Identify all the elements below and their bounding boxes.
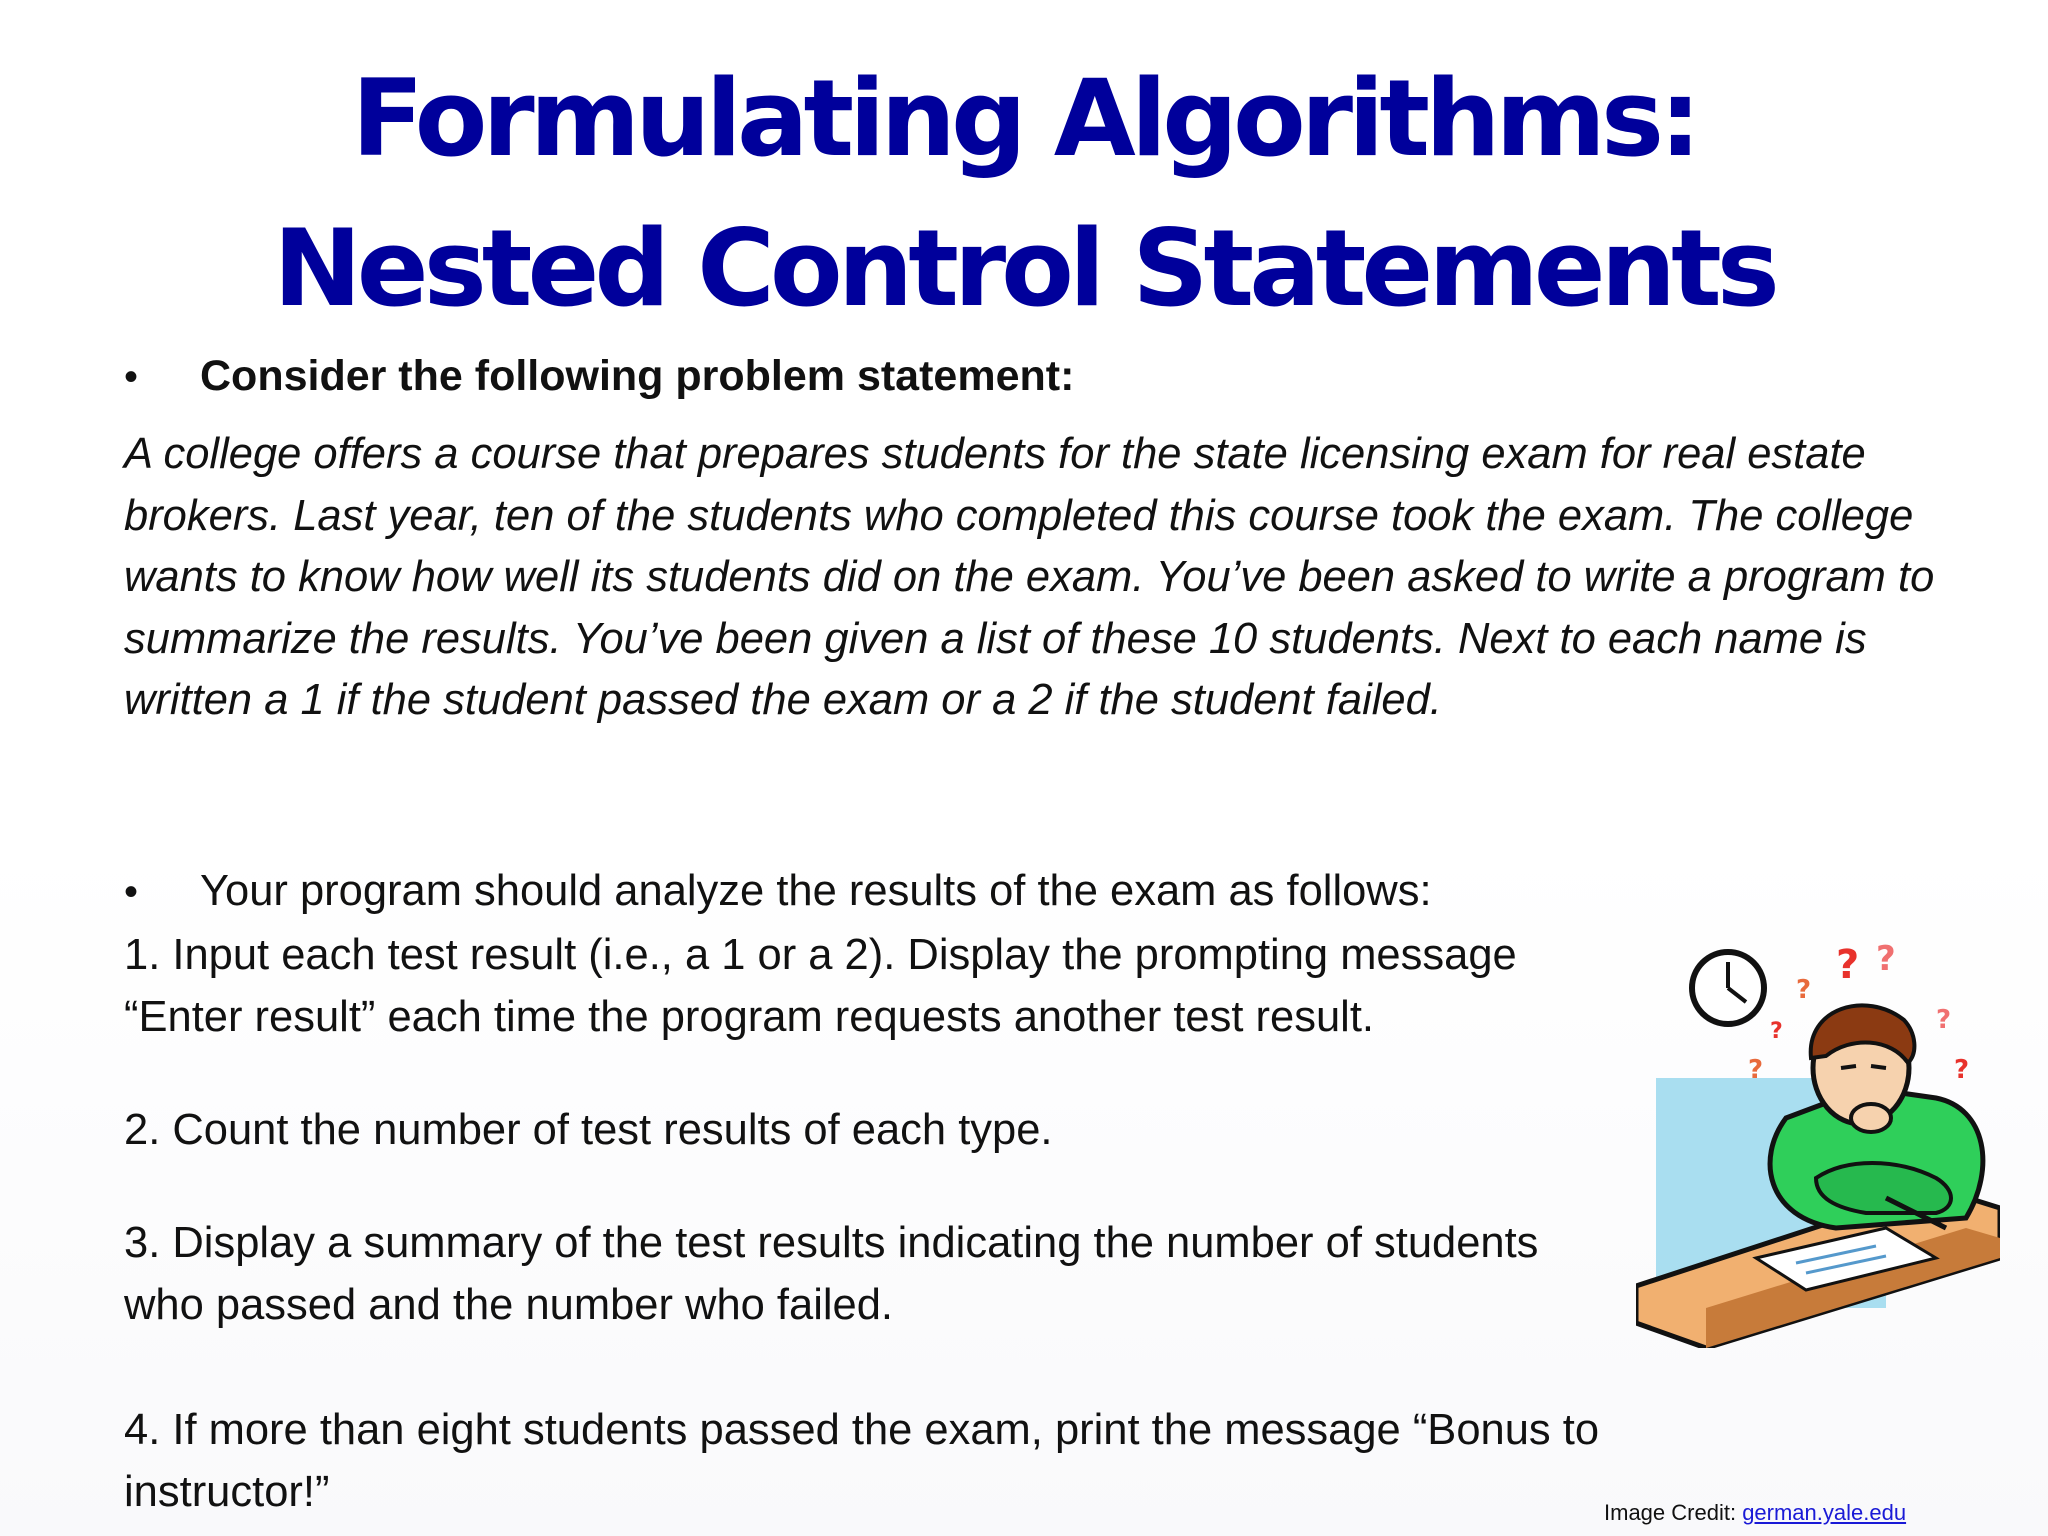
question-mark: ? xyxy=(1936,1005,1952,1035)
bullet-icon: • xyxy=(124,870,139,914)
question-mark: ? xyxy=(1796,975,1812,1005)
bullet-icon: • xyxy=(124,355,139,399)
student-hand xyxy=(1851,1104,1891,1132)
question-mark: ? xyxy=(1770,1019,1783,1044)
confused-student-icon xyxy=(1636,928,2000,1348)
bullet-analyze xyxy=(124,867,1432,916)
credit-link[interactable]: german.yale.edu xyxy=(1742,1500,1907,1525)
question-mark: ? xyxy=(1836,942,1860,988)
step-4: 4. If more than eight students passed the exam, print the message “Bonus to instructor!” xyxy=(124,1406,1600,1516)
analyze-heading: Your program should analyze the results of the exam as follows: xyxy=(200,867,1432,915)
title-line-1: Formulating Algorithms: xyxy=(351,57,1697,180)
question-mark: ? xyxy=(1876,939,1896,979)
credit-label: Image Credit: xyxy=(1604,1500,1737,1525)
question-mark: ? xyxy=(1954,1055,1970,1085)
problem-heading: Consider the following problem statement: xyxy=(200,352,1075,400)
problem-statement: A college offers a course that prepares students for the state licensing exam for real estate brokers. Last year, ten of the students who completed this course took the exam. The college wants to know how well its students did on the exam. You’ve been asked to write a program to summarize the results. You’ve been given a list of these 10 students. Next to each name is written a 1 if the student passed the exam or a 2 if the student failed. xyxy=(124,430,1935,724)
question-mark: ? xyxy=(1748,1055,1764,1085)
slide-title xyxy=(0,44,2048,344)
clock-icon xyxy=(1692,952,1764,1024)
step-1: 1. Input each test result (i.e., a 1 or a 2). Display the prompting message “Enter result” each time the program requests another test result. xyxy=(124,931,1517,1041)
image-credit xyxy=(1604,1500,1906,1526)
title-line-2: Nested Control Statements xyxy=(273,207,1775,330)
step-3: 3. Display a summary of the test results indicating the number of students who passed and the number who failed. xyxy=(124,1219,1539,1329)
step-2: 2. Count the number of test results of each type. xyxy=(124,1106,1053,1154)
bullet-consider xyxy=(124,352,1074,401)
